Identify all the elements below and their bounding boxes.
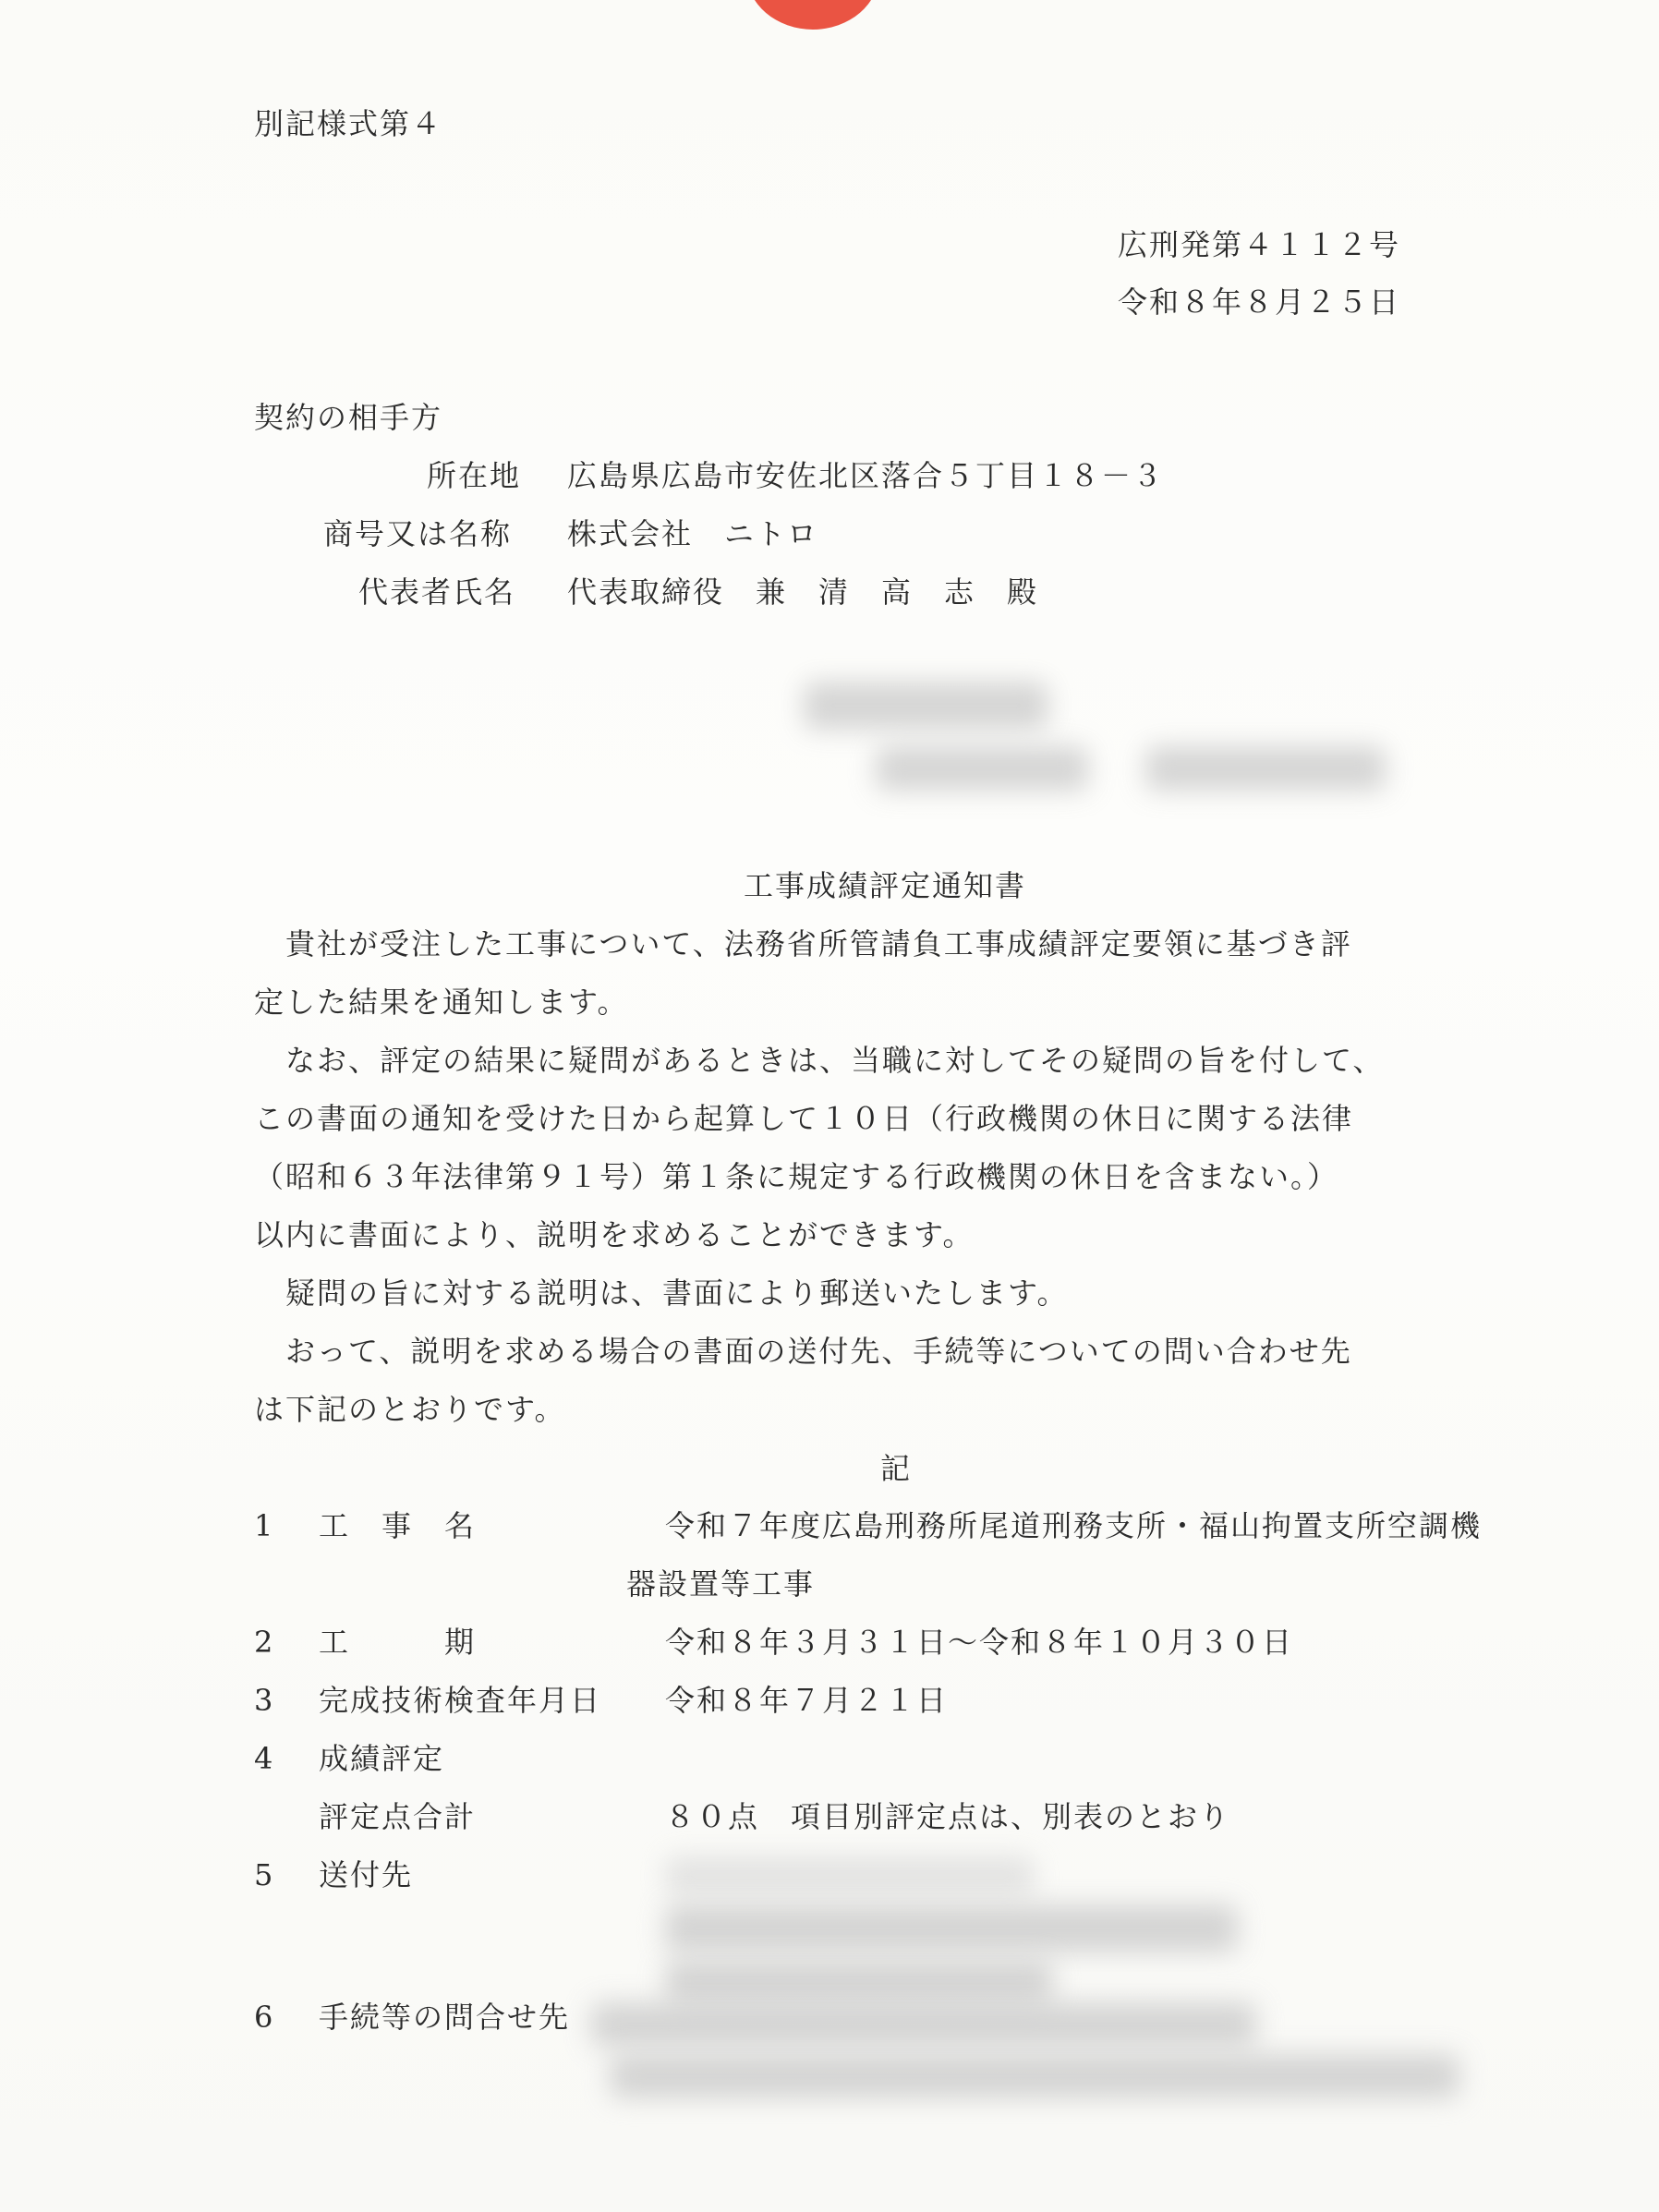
document-date: 令和８年８月２５日 bbox=[1118, 284, 1401, 320]
company-label: 商号又は名称 bbox=[323, 516, 513, 551]
item-4-sub-label: 評定点合計 bbox=[319, 1799, 477, 1834]
redacted-address-line-3 bbox=[665, 1960, 1053, 2004]
item-2-label: 工 期 bbox=[319, 1625, 477, 1660]
item-4-value: ８０点 項目別評定点は、別表のとおり bbox=[665, 1799, 1231, 1834]
representative-value: 代表取締役 兼 清 高 志 殿 bbox=[567, 574, 1039, 610]
item-2-value: 令和８年３月３１日～令和８年１０月３０日 bbox=[665, 1625, 1294, 1660]
body-paragraph-1-line-2: 定した結果を通知します。 bbox=[254, 985, 629, 1020]
item-5-number: 5 bbox=[254, 1857, 275, 1892]
body-paragraph-2-line-4: 以内に書面により、説明を求めることができます。 bbox=[254, 1217, 975, 1252]
body-paragraph-2-line-3: （昭和６３年法律第９１号）第１条に規定する行政機関の休日を含まない。） bbox=[254, 1159, 1339, 1194]
document-number: 広刑発第４１１２号 bbox=[1118, 227, 1401, 262]
item-6-label: 手続等の問合せ先 bbox=[319, 2000, 571, 2035]
item-1-value-line-2: 器設置等工事 bbox=[626, 1566, 816, 1602]
item-3-number: 3 bbox=[254, 1683, 275, 1718]
document-title: 工事成績評定通知書 bbox=[744, 868, 1027, 903]
redacted-contact-line-1 bbox=[591, 2002, 1256, 2047]
item-1-value-line-1: 令和７年度広島刑務所尾道刑務支所・福山拘置支所空調機 bbox=[665, 1508, 1483, 1543]
redacted-sender-line-3 bbox=[1145, 746, 1386, 791]
item-4-label: 成績評定 bbox=[319, 1741, 445, 1776]
item-3-value: 令和８年７月２１日 bbox=[665, 1683, 949, 1718]
redacted-sender-line-2 bbox=[876, 746, 1088, 791]
body-paragraph-4-line-2: は下記のとおりです。 bbox=[254, 1392, 566, 1427]
body-paragraph-1-line-1: 貴社が受注した工事について、法務省所管請負工事成績評定要領に基づき評 bbox=[254, 926, 1352, 961]
recipient-heading: 契約の相手方 bbox=[254, 400, 443, 435]
body-paragraph-2-line-1: なお、評定の結果に疑問があるときは、当職に対してその疑問の旨を付して、 bbox=[254, 1043, 1385, 1078]
address-label: 所在地 bbox=[427, 458, 522, 493]
form-label: 別記様式第４ bbox=[254, 106, 443, 141]
item-3-label: 完成技術検査年月日 bbox=[319, 1683, 602, 1718]
item-1-label: 工 事 名 bbox=[319, 1508, 477, 1543]
redacted-address-line-2 bbox=[665, 1904, 1238, 1952]
item-5-label: 送付先 bbox=[319, 1857, 414, 1892]
body-paragraph-2-line-2: この書面の通知を受けた日から起算して１０日（行政機関の休日に関する法律 bbox=[254, 1101, 1354, 1136]
item-2-number: 2 bbox=[254, 1625, 275, 1660]
item-6-number: 6 bbox=[254, 2000, 275, 2035]
company-value: 株式会社 ニトロ bbox=[567, 516, 819, 551]
redacted-contact-line-2 bbox=[610, 2054, 1459, 2098]
address-value: 広島県広島市安佐北区落合５丁目１８－３ bbox=[567, 458, 1165, 493]
item-1-number: 1 bbox=[254, 1508, 275, 1543]
ki-heading: 記 bbox=[880, 1451, 913, 1486]
red-seal-stamp bbox=[739, 0, 887, 37]
item-4-number: 4 bbox=[254, 1741, 275, 1776]
body-paragraph-3-line-1: 疑問の旨に対する説明は、書面により郵送いたします。 bbox=[254, 1275, 1069, 1311]
redacted-address-line-1 bbox=[665, 1856, 1035, 1895]
body-paragraph-4-line-1: おって、説明を求める場合の書面の送付先、手続等についての問い合わせ先 bbox=[254, 1334, 1352, 1369]
redacted-sender-line-1 bbox=[804, 682, 1048, 730]
representative-label: 代表者氏名 bbox=[358, 574, 516, 610]
